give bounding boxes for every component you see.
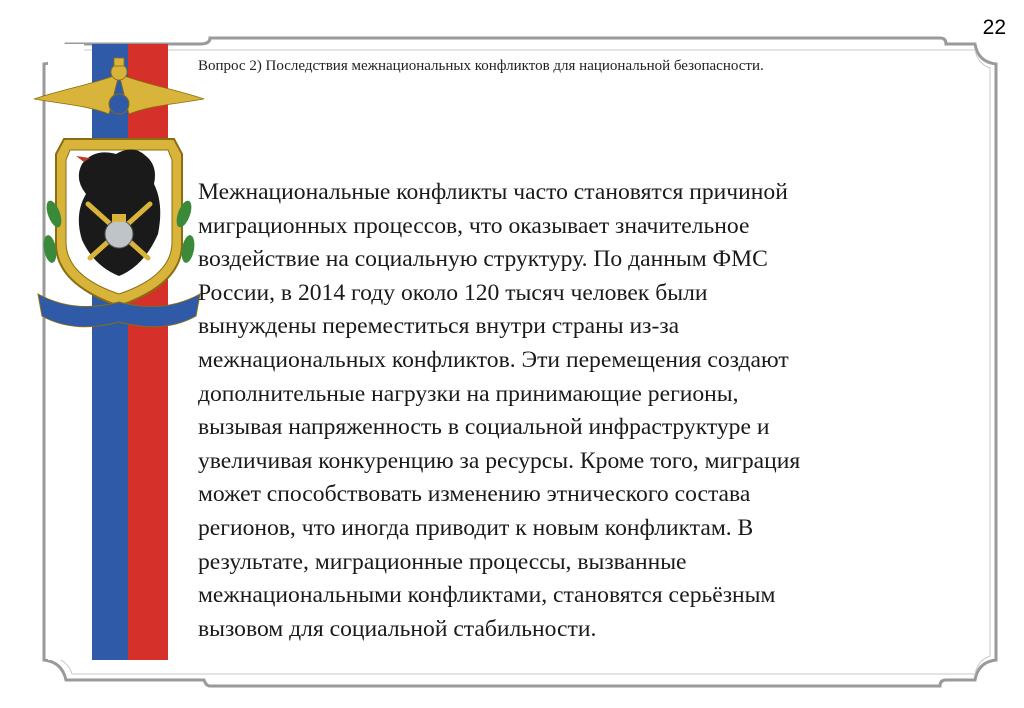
body-line: России, в 2014 году около 120 тысяч человек были <box>198 279 708 306</box>
body-line: Межнациональные конфликты часто становятся причиной <box>198 179 788 205</box>
body-line: воздействие на социальную структуру. По данным ФМС <box>198 246 768 273</box>
body-line: может способствовать изменению этнического состава <box>198 481 751 508</box>
body-line: вызывая напряженность в социальной инфраструктуре и <box>198 414 770 441</box>
body-line: вынуждены переместиться внутри страны из-за <box>198 313 680 340</box>
body-line: вызовом для социальной стабильности. <box>198 615 597 642</box>
body-line: дополнительные нагрузки на принимающие регионы, <box>198 380 739 407</box>
emblem-icon <box>24 44 214 334</box>
body-line: межнациональными конфликтами, становятся серьёзным <box>198 582 776 609</box>
body-line: регионов, что иногда приводит к новым конфликтам. В <box>198 514 754 541</box>
slide-heading: Вопрос 2) Последствия межнациональных конфликтов для национальной безопасности. <box>198 58 764 74</box>
body-line: увеличивая конкуренцию за ресурсы. Кроме того, миграция <box>198 447 801 474</box>
body-line: межнациональных конфликтов. Эти перемещения создают <box>198 346 789 373</box>
body-text <box>198 176 958 646</box>
body-line: результате, миграционные процессы, вызванные <box>198 548 687 575</box>
page-number: 22 <box>982 16 1006 39</box>
body-line: миграционных процессов, что оказывает значительное <box>198 212 750 239</box>
